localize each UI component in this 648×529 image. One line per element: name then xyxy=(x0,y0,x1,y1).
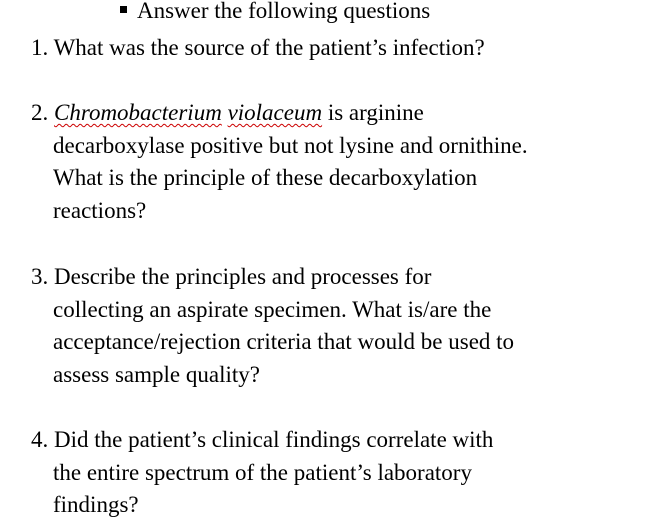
square-bullet-icon xyxy=(120,6,127,13)
question-3 xyxy=(31,261,631,391)
instruction-text: Answer the following questions xyxy=(137,0,431,23)
question-2-number: 2. xyxy=(31,100,54,125)
question-1-line-1: 1. What was the source of the patient’s infection? xyxy=(31,35,485,60)
question-4-line-2: the entire spectrum of the patient’s laboratory xyxy=(53,459,472,485)
question-3-line-2: collecting an aspirate specimen. What is/are the xyxy=(53,296,492,322)
question-2 xyxy=(31,97,631,227)
question-3-line-1: 3. Describe the principles and processes for xyxy=(31,264,432,289)
question-4-line-1: 4. Did the patient’s clinical findings correlate with xyxy=(31,427,494,452)
question-2-line-4: reactions? xyxy=(53,197,147,223)
question-3-line-3: acceptance/rejection criteria that would be used to xyxy=(53,329,515,355)
question-4-line-3: findings? xyxy=(53,492,139,518)
question-4 xyxy=(31,424,631,522)
organism-genus: Chromobacterium xyxy=(54,100,222,125)
question-1 xyxy=(31,32,631,65)
question-2-line-3: What is the principle of these decarboxylation xyxy=(53,165,478,191)
question-2-line-1 xyxy=(31,97,631,130)
question-2-line-1-rest: is arginine xyxy=(322,100,424,125)
organism-species: violaceum xyxy=(227,100,323,125)
instruction-heading xyxy=(120,0,430,26)
question-3-line-4: assess sample quality? xyxy=(53,361,260,387)
question-2-line-2: decarboxylase positive but not lysine and ornithine. xyxy=(53,132,528,158)
